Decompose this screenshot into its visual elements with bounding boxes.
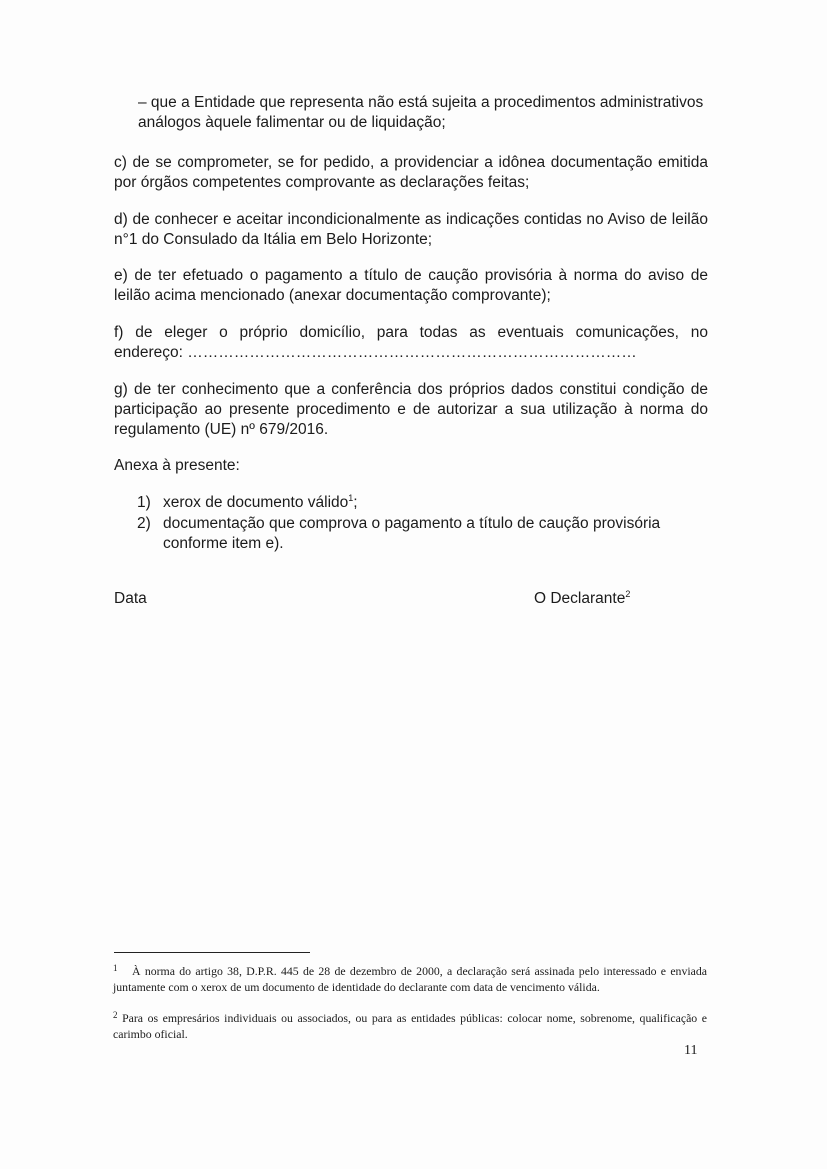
paragraph-c: c) de se comprometer, se for pedido, a providenciar a idônea documentação emitida por órgãos competentes comprovante as declarações feitas; bbox=[114, 154, 708, 191]
annex-item-number: 2) bbox=[137, 515, 151, 532]
paragraph-e: e) de ter efetuado o pagamento a título de caução provisória à norma do aviso de leilão acima mencionado (anexar documentação comprovante); bbox=[114, 267, 708, 304]
annex-item-text: documentação que comprova o pagamento a título de caução provisória conforme item e). bbox=[163, 515, 661, 552]
date-label: Data bbox=[114, 590, 147, 607]
annex-item-text: xerox de documento válido$^1$; bbox=[163, 493, 358, 511]
footnote-ref-1: 1 bbox=[348, 493, 354, 503]
declarant-label: O Declarante$^2$ bbox=[534, 589, 631, 607]
annex-heading: Anexa à presente: bbox=[114, 457, 240, 474]
footnote-2 bbox=[113, 1011, 707, 1042]
annex-item-number: 1) bbox=[137, 494, 151, 511]
paragraph-f-line1: f) de eleger o próprio domicílio, para todas as eventuais comunicações, no bbox=[114, 324, 708, 341]
address-fill-line: endereço: …………………………………………………………………………… bbox=[114, 344, 637, 361]
footnote-mark: 2 bbox=[113, 1010, 118, 1020]
paragraph-d: d) de conhecer e aceitar incondicionalmente as indicações contidas no Aviso de leilão n°1 do Consulado da Itália em Belo Horizonte; bbox=[114, 211, 708, 248]
footnote-divider bbox=[114, 952, 310, 953]
paragraph-f bbox=[114, 323, 708, 363]
footnote-ref-2: 2 bbox=[625, 589, 631, 599]
footnote-text: Para os empresários individuais ou associados, ou para as entidades públicas: colocar nome, sobrenome, qualificação e carimbo oficial. bbox=[113, 1011, 707, 1041]
annex-item-1 bbox=[137, 493, 708, 513]
annex-item-2 bbox=[137, 514, 708, 554]
paragraph-g: g) de ter conhecimento que a conferência dos próprios dados constitui condição de participação ao presente procedimento e de autorizar a sua utilização à norma do regulamento (UE) nº 679/2016. bbox=[114, 381, 708, 438]
footnote-text: À norma do artigo 38, D.P.R. 445 de 28 de dezembro de 2000, a declaração será assinada pelo interessado e enviada juntamente com o xerox de um documento de identidade do declarante com data de vencimento válida. bbox=[113, 964, 707, 994]
footnote-1: 1 À norma do artigo 38, D.P.R. 445 de 28 de dezembro de 2000, a declaração será assinada pelo interessado e enviada juntamente com o xerox de um documento de identidade do declarante com data de vencimento válida. bbox=[113, 963, 707, 994]
paragraph-dash: – que a Entidade que representa não está sujeita a procedimentos administrativos análogos àquele falimentar ou de liquidação; bbox=[138, 94, 704, 131]
page-number: 11 bbox=[684, 1043, 698, 1058]
